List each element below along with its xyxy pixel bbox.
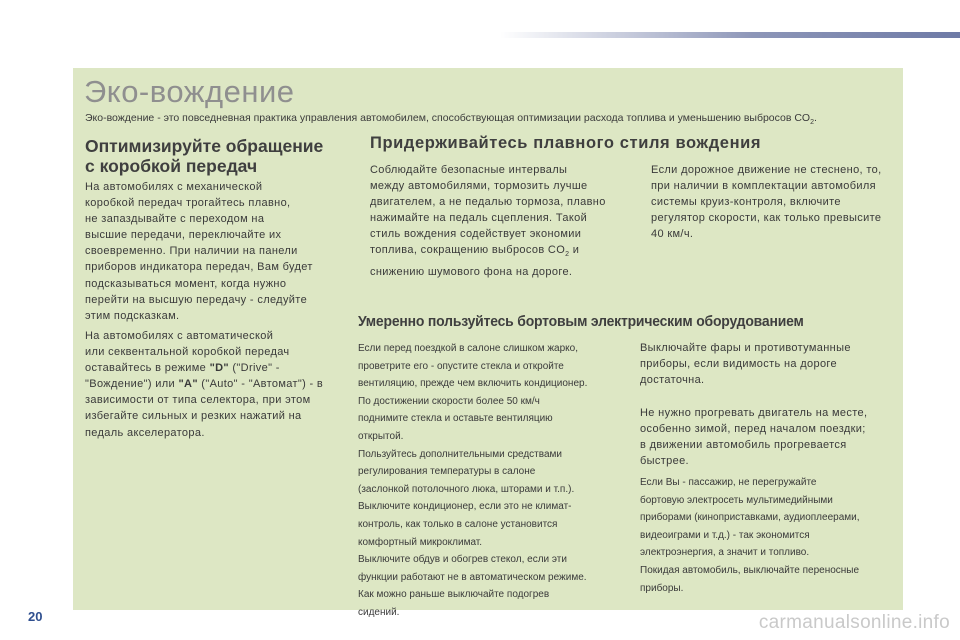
text-line: снижению шумового фона на дороге. — [370, 265, 573, 278]
text-line: Если Вы - пассажир, не перегружайте — [640, 477, 817, 488]
text-line: контроль, как только в салоне установится — [358, 518, 558, 530]
text-line: своевременно. При наличии на панели — [85, 245, 298, 258]
text-line: приборами (киноприставками, аудиоплеерами, — [640, 512, 860, 524]
text-line: видеоиграми и т.д.) - так экономится — [640, 529, 810, 541]
passenger-devices-paragraph — [640, 474, 900, 597]
cruise-control-paragraph — [651, 162, 901, 242]
text-line: или секвентальной коробкой передач — [85, 346, 290, 359]
text-line: бортовую электросеть мультимедийными — [640, 494, 833, 506]
text-line: электроэнергия, а значит и топливо. — [640, 547, 810, 559]
text-line: этим подсказкам. — [85, 309, 180, 322]
text-line: зависимости от типа селектора, при этом — [85, 394, 311, 407]
text-line: Покидая автомобиль, выключайте переносные — [640, 564, 860, 576]
text-line: двигателем, а не педалью тормоза, плавно — [370, 196, 606, 209]
mode-d-label: "D" — [209, 362, 229, 375]
mode-a-label: "A" — [178, 378, 198, 391]
smooth-driving-paragraph — [370, 162, 630, 280]
header-accent-bar — [500, 32, 960, 38]
text-line: приборов индикатора передач, Вам будет — [85, 261, 313, 274]
text-line: "Вождение") или "A" ("Auto" - "Автомат") - в — [85, 378, 324, 391]
text-line: педаль акселератора. — [85, 426, 205, 439]
text-line: перейти на высшую передачу - следуйте — [85, 293, 308, 306]
text-line: быстрее. — [640, 455, 689, 468]
text-line: высшие передачи, переключайте их — [85, 229, 282, 242]
text-line: (заслонкой потолочного люка, шторами и т.п.). — [358, 483, 575, 495]
text-line: Если перед поездкой в салоне слишком жарко, — [358, 343, 578, 354]
text-line: особенно зимой, перед началом поездки; — [640, 423, 866, 436]
text-line: Выключите кондиционер, если это не климат- — [358, 501, 572, 513]
gearbox-auto-paragraph — [85, 328, 350, 441]
page-number: 20 — [28, 609, 43, 624]
text-line: На автомобилях с механической — [85, 181, 263, 193]
text-line: нажимайте на педаль сцепления. Такой — [370, 212, 588, 225]
page-title: Эко-вождение — [84, 74, 295, 109]
section-heading-smooth-driving: Придерживайтесь плавного стиля вождения — [370, 134, 762, 152]
text-line: подсказываться момент, когда нужно — [85, 277, 287, 290]
text-line: в движении автомобиль прогревается — [640, 439, 847, 452]
lights-paragraph — [640, 340, 895, 388]
text-line: Не нужно прогревать двигатель на месте, — [640, 407, 868, 419]
text-line: На автомобилях с автоматической — [85, 330, 274, 342]
text-line: Как можно раньше выключайте подогрев — [358, 589, 550, 601]
text-line: функции работают не в автоматическом режиме. — [358, 571, 587, 583]
text-line: комфортный микроклимат. — [358, 536, 483, 548]
text-line: избегайте сильных и резких нажатий на — [85, 410, 302, 423]
text-line: приборы. — [640, 582, 684, 594]
text-line: не запаздывайте с переходом на — [85, 213, 265, 226]
text-line: достаточна. — [640, 374, 705, 387]
watermark: carmanualsonline.info — [758, 612, 950, 633]
text-line: коробкой передач трогайтесь плавно, — [85, 197, 291, 210]
text-line: открытой. — [358, 430, 404, 442]
text-line: при наличии в комплектации автомобиля — [651, 180, 876, 193]
text-line: поднимите стекла и оставьте вентиляцию — [358, 413, 553, 425]
text-line: стиль вождения содействует экономии — [370, 228, 582, 241]
page-subtitle: Эко-вождение - это повседневная практика управления автомобилем, способствующая оптимизации расхода топлива и уменьшению выбросов $CO_2$. — [85, 112, 817, 127]
text-line: регулирования температуры в салоне — [358, 466, 536, 478]
text-line: Если дорожное движение не стеснено, то, — [651, 164, 882, 176]
text-line: между автомобилями, тормозить лучше — [370, 180, 588, 193]
text-line: проветрите его - опустите стекла и откройте — [358, 360, 564, 372]
text-line: Выключайте фары и противотуманные — [640, 342, 851, 354]
text-line: вентиляцию, прежде чем включить кондиционер. — [358, 378, 588, 390]
text-line: 40 км/ч. — [651, 228, 694, 241]
text-line: регулятор скорости, как только превысите — [651, 212, 882, 225]
text-line: Выключите обдув и обогрев стекол, если эти — [358, 554, 567, 566]
text-line: сидений. — [358, 606, 400, 618]
text-line: По достижении скорости более 50 км/ч — [358, 395, 540, 407]
section-heading-electrical: Умеренно пользуйтесь бортовым электрическим оборудованием — [358, 313, 804, 330]
gearbox-manual-paragraph — [85, 179, 350, 324]
text-line: Соблюдайте безопасные интервалы — [370, 164, 568, 176]
section-heading-gearbox — [85, 136, 355, 176]
heading-line: с коробкой передач — [85, 156, 258, 177]
text-line: оставайтесь в режиме "D" ("Drive" - — [85, 362, 280, 375]
climate-paragraph — [358, 340, 628, 622]
text-line: Пользуйтесь дополнительными средствами — [358, 448, 562, 460]
engine-warmup-paragraph — [640, 405, 895, 469]
text-line: системы круиз-контроля, включите — [651, 196, 841, 209]
heading-line: Оптимизируйте обращение — [85, 136, 324, 156]
text-line: приборы, если видимость на дороге — [640, 358, 838, 371]
text-line: топлива, сокращению выбросов $CO_2$ и — [370, 244, 580, 259]
